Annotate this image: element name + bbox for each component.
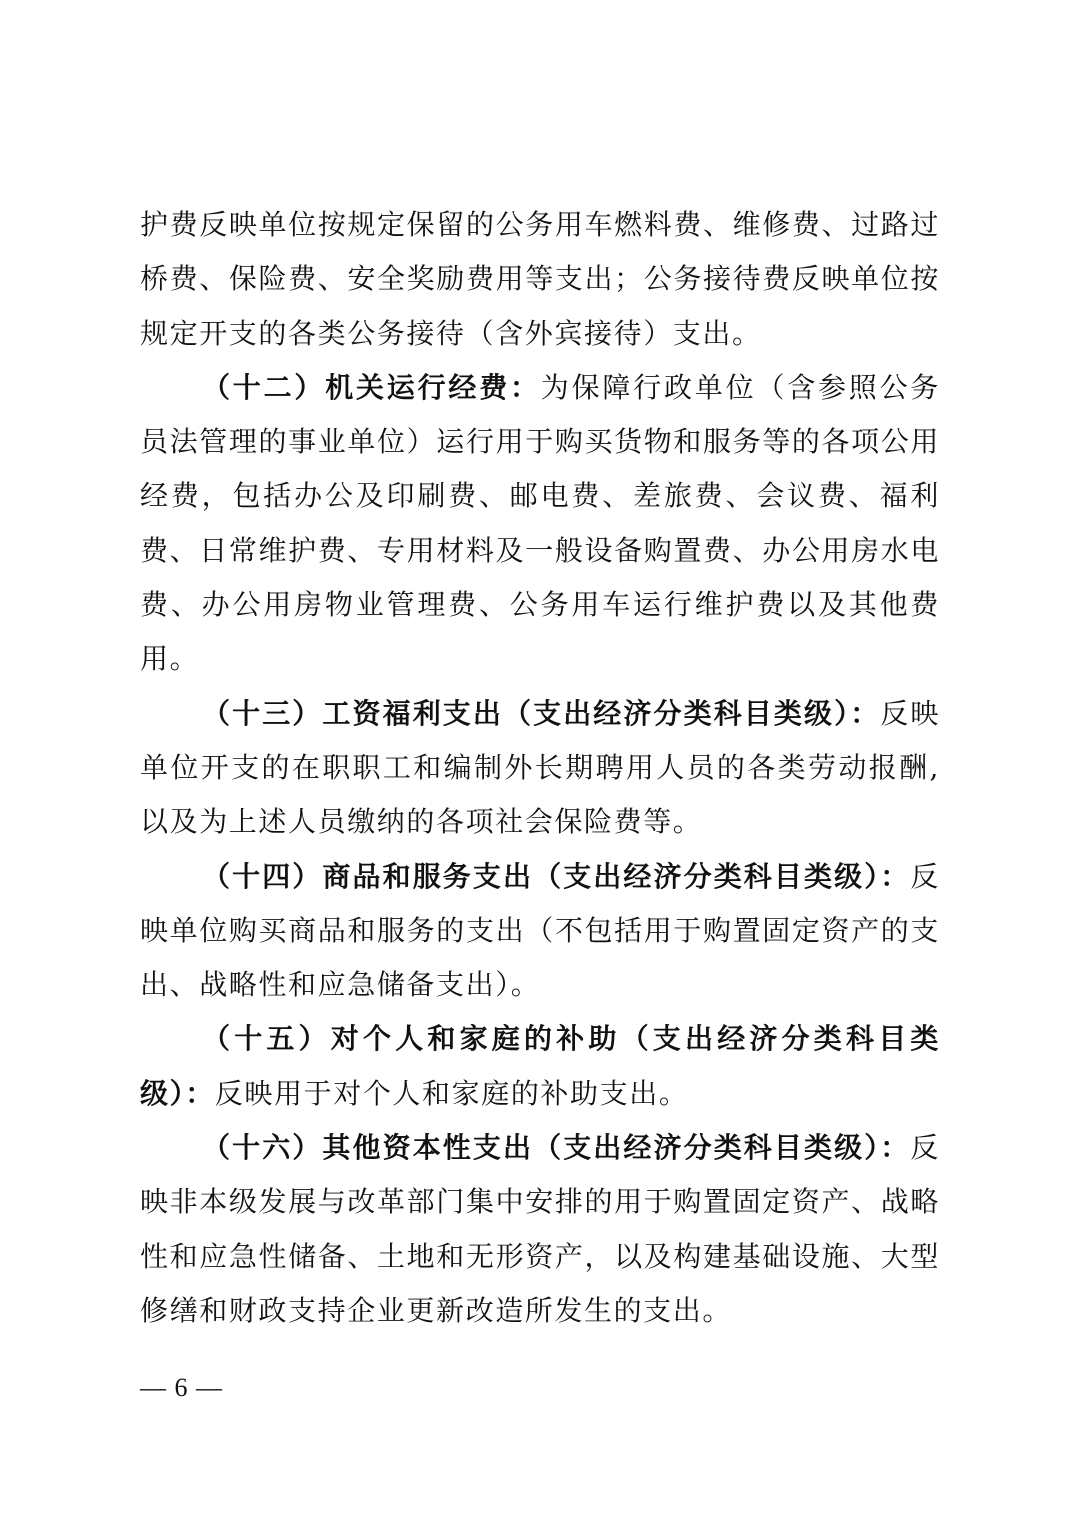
paragraph-heading: （十四）商品和服务支出（支出经济分类科目类级）：: [202, 859, 911, 893]
paragraph-text: 反映用于对个人和家庭的补助支出。: [214, 1076, 689, 1110]
paragraph-13: [140, 687, 940, 850]
page-number: — 6 —: [140, 1373, 223, 1402]
paragraph-15: [140, 1012, 940, 1121]
paragraph-continuation: [140, 198, 940, 361]
paragraph-heading: （十五）对个人和家庭的补助（支出经济分类科目类级）：: [140, 1022, 940, 1110]
paragraph-text: 反映非本级发展与改革部门集中安排的用于购置固定资产、战略性和应急性储备、土地和无形资产，以及构建基础设施、大型修缮和财政支持企业更新改造所发生的支出。: [140, 1131, 940, 1327]
paragraph-heading: （十二）机关运行经费：: [202, 370, 541, 404]
paragraph-text: 护费反映单位按规定保留的公务用车燃料费、维修费、过路过桥费、保险费、安全奖励费用等支出；公务接待费反映单位按规定开支的各类公务接待（含外宾接待）支出。: [140, 208, 940, 350]
paragraph-16: [140, 1121, 940, 1338]
document-body: [140, 198, 940, 1338]
paragraph-text: 反映单位开支的在职职工和编制外长期聘用人员的各类劳动报酬,以及为上述人员缴纳的各项社会保险费等。: [140, 696, 940, 839]
paragraph-text: 为保障行政单位（含参照公务员法管理的事业单位）运行用于购买货物和服务等的各项公用经费，包括办公及印刷费、邮电费、差旅费、会议费、福利费、日常维护费、专用材料及一般设备购置费、办公用房水电费、办公用房物业管理费、公务用车运行维护费以及其他费用。: [140, 370, 940, 676]
paragraph-heading: （十六）其他资本性支出（支出经济分类科目类级）：: [202, 1131, 911, 1165]
paragraph-12: [140, 361, 940, 687]
paragraph-text: 反映单位购买商品和服务的支出（不包括用于购置固定资产的支出、战略性和应急储备支出）。: [140, 859, 940, 1002]
paragraph-heading: （十三）工资福利支出（支出经济分类科目类级）：: [202, 696, 881, 730]
paragraph-14: [140, 850, 940, 1013]
